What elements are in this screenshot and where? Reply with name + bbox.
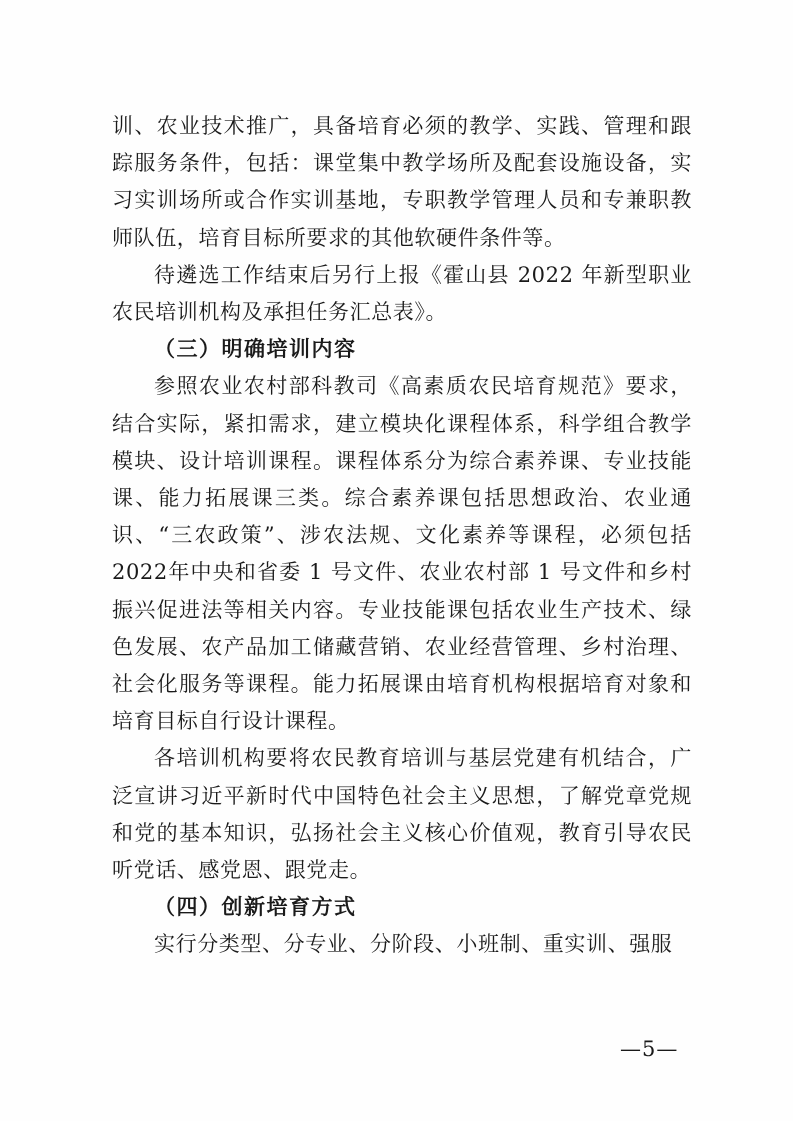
body-paragraph: 实行分类型、分专业、分阶段、小班制、重实训、强服 [154,932,673,957]
section-heading: （三）明确培训内容 [154,337,357,362]
page-number: —5— [620,1037,679,1061]
section-heading: （四）创新培育方式 [154,895,357,920]
body-paragraph: 待遴选工作结束后另行上报《霍山县 2022 年新型职业农民培训机构及承担任务汇总表》。 [112,262,692,325]
body-paragraph: 参照农业农村部科教司《高素质农民培育规范》要求，结合实际，紧扣需求，建立模块化课程体系，科学组合教学模块、设计培训课程。课程体系分为综合素养课、专业技能课、能力拓展课三类。综合素养课包括思想政治、农业通识、“三农政策”、涉农法规、文化素养等课程，必须包括 2022年中央和省委 1 号文件、农业农村部 1 号文件和乡村振兴促进法等相关内容。专业技能课包括农业生产技术、绿色发展、农产品加工储藏营销、农业经营管理、乡村治理、社会化服务等课程。能力拓展课由培育机构根据培育对象和培育目标自行设计课程。 [112,374,692,734]
body-paragraph: 各培训机构要将农民教育培训与基层党建有机结合，广泛宣讲习近平新时代中国特色社会主义思想，了解党章党规和党的基本知识，弘扬社会主义核心价值观，教育引导农民听党话、感党恩、跟党走。 [112,746,692,883]
body-paragraph: 训、农业技术推广，具备培育必须的教学、实践、管理和跟踪服务条件，包括：课堂集中教学场所及配套设施设备，实习实训场所或合作实训基地，专职教学管理人员和专兼职教师队伍，培育目标所要求的其他软硬件条件等。 [112,114,692,250]
document-body [112,108,692,964]
